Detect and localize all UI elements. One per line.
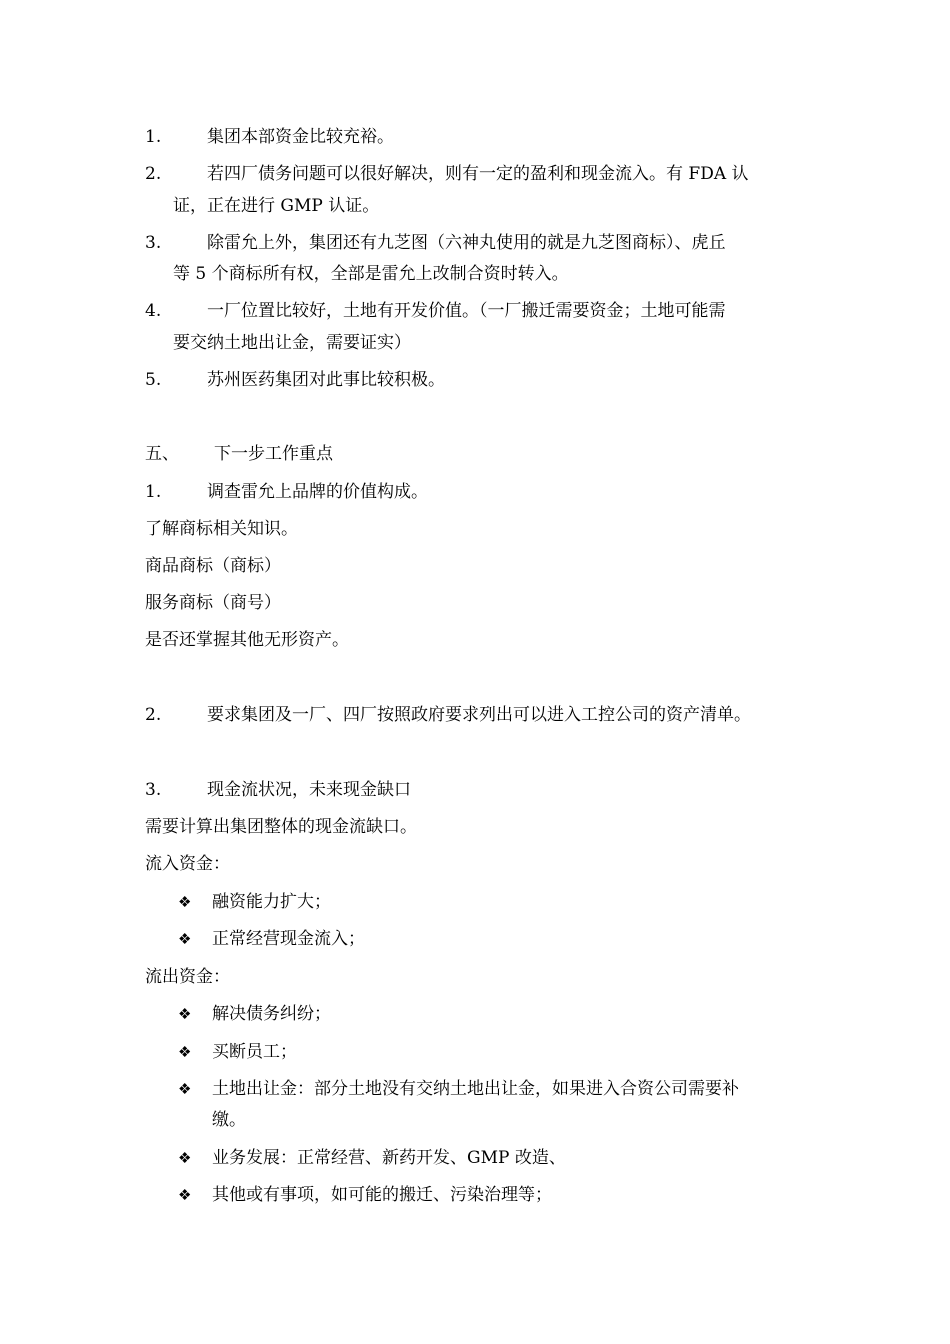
diamond-bullet-icon: ❖	[178, 1005, 192, 1023]
diamond-bullet-icon: ❖	[178, 930, 192, 948]
bullet-text-continuation: 缴。	[212, 1110, 246, 1130]
section-title: 下一步工作重点	[214, 444, 333, 464]
item-text: 苏州医药集团对此事比较积极。	[207, 370, 445, 390]
bullet-text: 买断员工；	[212, 1042, 297, 1062]
item-text: 调查雷允上品牌的价值构成。	[207, 482, 428, 502]
item-number: 4.	[145, 301, 162, 321]
item-text-continuation: 等 5 个商标所有权，全部是雷允上改制合资时转入。	[173, 264, 569, 284]
bullet-text: 其他或有事项，如可能的搬迁、污染治理等；	[212, 1185, 552, 1205]
item-number: 3.	[145, 233, 162, 253]
bullet-text: 正常经营现金流入；	[212, 929, 365, 949]
item-text: 一厂位置比较好，土地有开发价值。（一厂搬迁需要资金；土地可能需	[207, 301, 726, 321]
diamond-bullet-icon: ❖	[178, 1149, 192, 1167]
item-text: 除雷允上外，集团还有九芝图（六神丸使用的就是九芝图商标）、虎丘	[207, 233, 726, 253]
item-text-continuation: 要交纳土地出让金，需要证实）	[173, 333, 411, 353]
diamond-bullet-icon: ❖	[178, 893, 192, 911]
item-text-continuation: 证，正在进行 GMP 认证。	[173, 196, 380, 216]
diamond-bullet-icon: ❖	[178, 1080, 192, 1098]
item-text: 要求集团及一厂、四厂按照政府要求列出可以进入工控公司的资产清单。	[207, 705, 751, 725]
item-text: 若四厂债务问题可以很好解决，则有一定的盈利和现金流入。有 FDA 认	[207, 164, 749, 184]
document-page: 1. 集团本部资金比较充裕。 2. 若四厂债务问题可以很好解决，则有一定的盈利和现金流入。有 FDA 认 证，正在进行 GMP 认证。 3. 除雷允上外，集团还有九芝图（六神丸使用的就是九芝图商标）、虎丘 等 5 个商标所有权，全部是雷允上改制合资时转入。 4. 一厂位置比较好，土地有开发价值。（一厂搬迁需要资金；土地可能需 要交纳土地出让金，需要证实） 5. 苏州医药集团对此事比较积极。 五、 下一步工作重点 1. 调查雷允上品牌的价值构成。 了解商标相关知识。 商品商标（商标） 服务商标（商号） 是否还掌握其他无形资产。 2. 要求集团及一厂、四厂按照政府要求列出可以进入工控公司的资产清单。 3. 现金流状况，未来现金缺口 需要计算出集团整体的现金流缺口。 流入资金： ❖ 融资能力扩大； ❖ 正常经营现金流入； 流出资金： ❖ 解决债务纠纷； ❖ 买断员工； ❖ 土地出让金：部分土地没有交纳土地出让金，如果进入合资公司需要补 缴。 ❖ 业务发展：正常经营、新药开发、GMP 改造、 ❖ 其他或有事项，如可能的搬迁、污染治理等；	[145, 127, 751, 1205]
item-number: 2.	[145, 705, 162, 725]
diamond-bullet-icon: ❖	[178, 1186, 192, 1204]
diamond-bullet-icon: ❖	[178, 1043, 192, 1061]
item-number: 1.	[145, 482, 162, 502]
item-number: 2.	[145, 164, 162, 184]
bullet-text: 业务发展：正常经营、新药开发、GMP 改造、	[212, 1148, 566, 1168]
bullet-text: 土地出让金：部分土地没有交纳土地出让金，如果进入合资公司需要补	[212, 1079, 739, 1099]
item-number: 3.	[145, 780, 162, 800]
item-number: 1.	[145, 127, 162, 147]
bullet-text: 解决债务纠纷；	[212, 1004, 331, 1024]
section-number: 五、	[145, 444, 179, 464]
item-number: 5.	[145, 370, 162, 390]
bullet-text: 融资能力扩大；	[212, 892, 331, 912]
item-text: 现金流状况，未来现金缺口	[207, 780, 411, 800]
item-text: 集团本部资金比较充裕。	[207, 127, 394, 147]
